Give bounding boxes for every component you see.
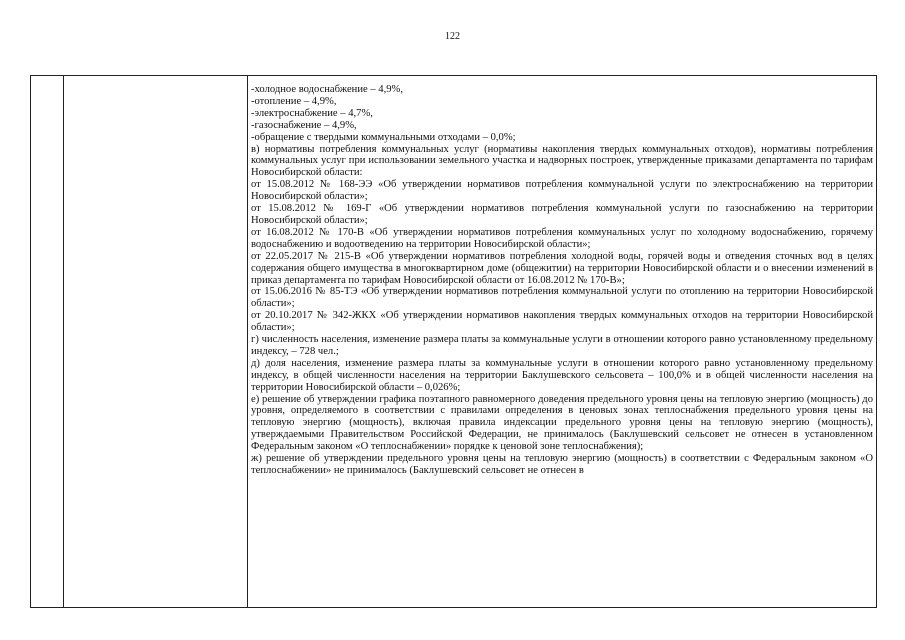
paragraph: от 20.10.2017 № 342-ЖКХ «Об утверждении нормативов накопления твердых коммунальных отходов на территории Новосибирской области»; bbox=[251, 310, 873, 334]
paragraph: ж) решение об утверждении предельного уровня цены на тепловую энергию (мощность) в соответствии с Федеральным законом «О теплоснабжении» не принималось (Баклушевский сельсовет не отнесен в bbox=[251, 453, 873, 476]
row-content-cell bbox=[248, 76, 877, 608]
paragraph: от 16.08.2012 № 170-В «Об утверждении нормативов потребления коммунальных услуг по холодному водоснабжению, горячему водоснабжению и водоотведению на территории Новосибирской области»; bbox=[251, 226, 873, 250]
row-number-cell bbox=[31, 76, 64, 608]
paragraph: д) доля населения, изменение размера платы за коммунальные услуги в отношении которого равно установленному предельному индексу, в общей численности населения на территории Баклушевского сельсовета – 100,0% и в общей численности населения на территории Новосибирской области – 0,026%; bbox=[251, 357, 873, 393]
paragraph: -обращение с твердыми коммунальными отходами – 0,0%; bbox=[251, 131, 516, 143]
paragraph: от 15.06.2016 № 85-ТЭ «Об утверждении нормативов потребления коммунальной услуги по отоплению на территории Новосибирской области»; bbox=[251, 286, 873, 310]
paragraph: -электроснабжение – 4,7%, bbox=[251, 107, 373, 119]
page-number: 122 bbox=[445, 31, 460, 42]
paragraph: г) численность населения, изменение размера платы за коммунальные услуги в отношении которого равно установленному предельному индексу, – 728 чел.; bbox=[251, 334, 873, 357]
paragraph: -холодное водоснабжение – 4,9%, bbox=[251, 84, 403, 95]
paragraph: от 15.08.2012 № 169-Г «Об утверждении нормативов потребления коммунальной услуги по газоснабжению на территории Новосибирской области»; bbox=[251, 203, 873, 226]
paragraph: от 15.08.2012 № 168-ЭЭ «Об утверждении нормативов потребления коммунальной услуги по электроснабжению на территории Новосибирской области»; bbox=[251, 179, 873, 203]
cell-text bbox=[248, 76, 876, 607]
paragraph: от 22.05.2017 № 215-В «Об утверждении нормативов потребления холодной воды, горячей воды и отведения сточных вод в целях содержания общего имущества в многоквартирном доме (общежитии) на территории Новосибирской области и о внесении изменений в приказ департамента по тарифам Новосибирской области от 16.08.2012 № 170-В»; bbox=[251, 250, 873, 286]
paragraph: -отопление – 4,9%, bbox=[251, 95, 337, 107]
paragraph: -газоснабжение – 4,9%, bbox=[251, 119, 357, 131]
paragraph: е) решение об утверждении графика поэтапного равномерного доведения предельного уровня цены на тепловую энергию (мощность) до уровня, определяемого в соответствии с правилами определения в ценовых зонах теплоснабжения предельного уровня цены на тепловую энергию (мощность), включая правила индексации предельного уровня цены на тепловую энергию (мощность), утверждаемыми Правительством Российской Федерации, не принималось (Баклушевский сельсовет не отнесен в установленном Федеральным законом «О теплоснабжении» порядке к ценовой зоне теплоснабжения); bbox=[251, 393, 873, 453]
table-row bbox=[31, 76, 877, 608]
row-name-cell bbox=[64, 76, 248, 608]
paragraph: в) нормативы потребления коммунальных услуг (нормативы накопления твердых коммунальных отходов), нормативы потребления коммунальных услуг при использовании земельного участка и надворных построек, утвержденные приказами департамента по тарифам Новосибирской области: bbox=[251, 143, 873, 179]
document-table bbox=[30, 75, 877, 608]
